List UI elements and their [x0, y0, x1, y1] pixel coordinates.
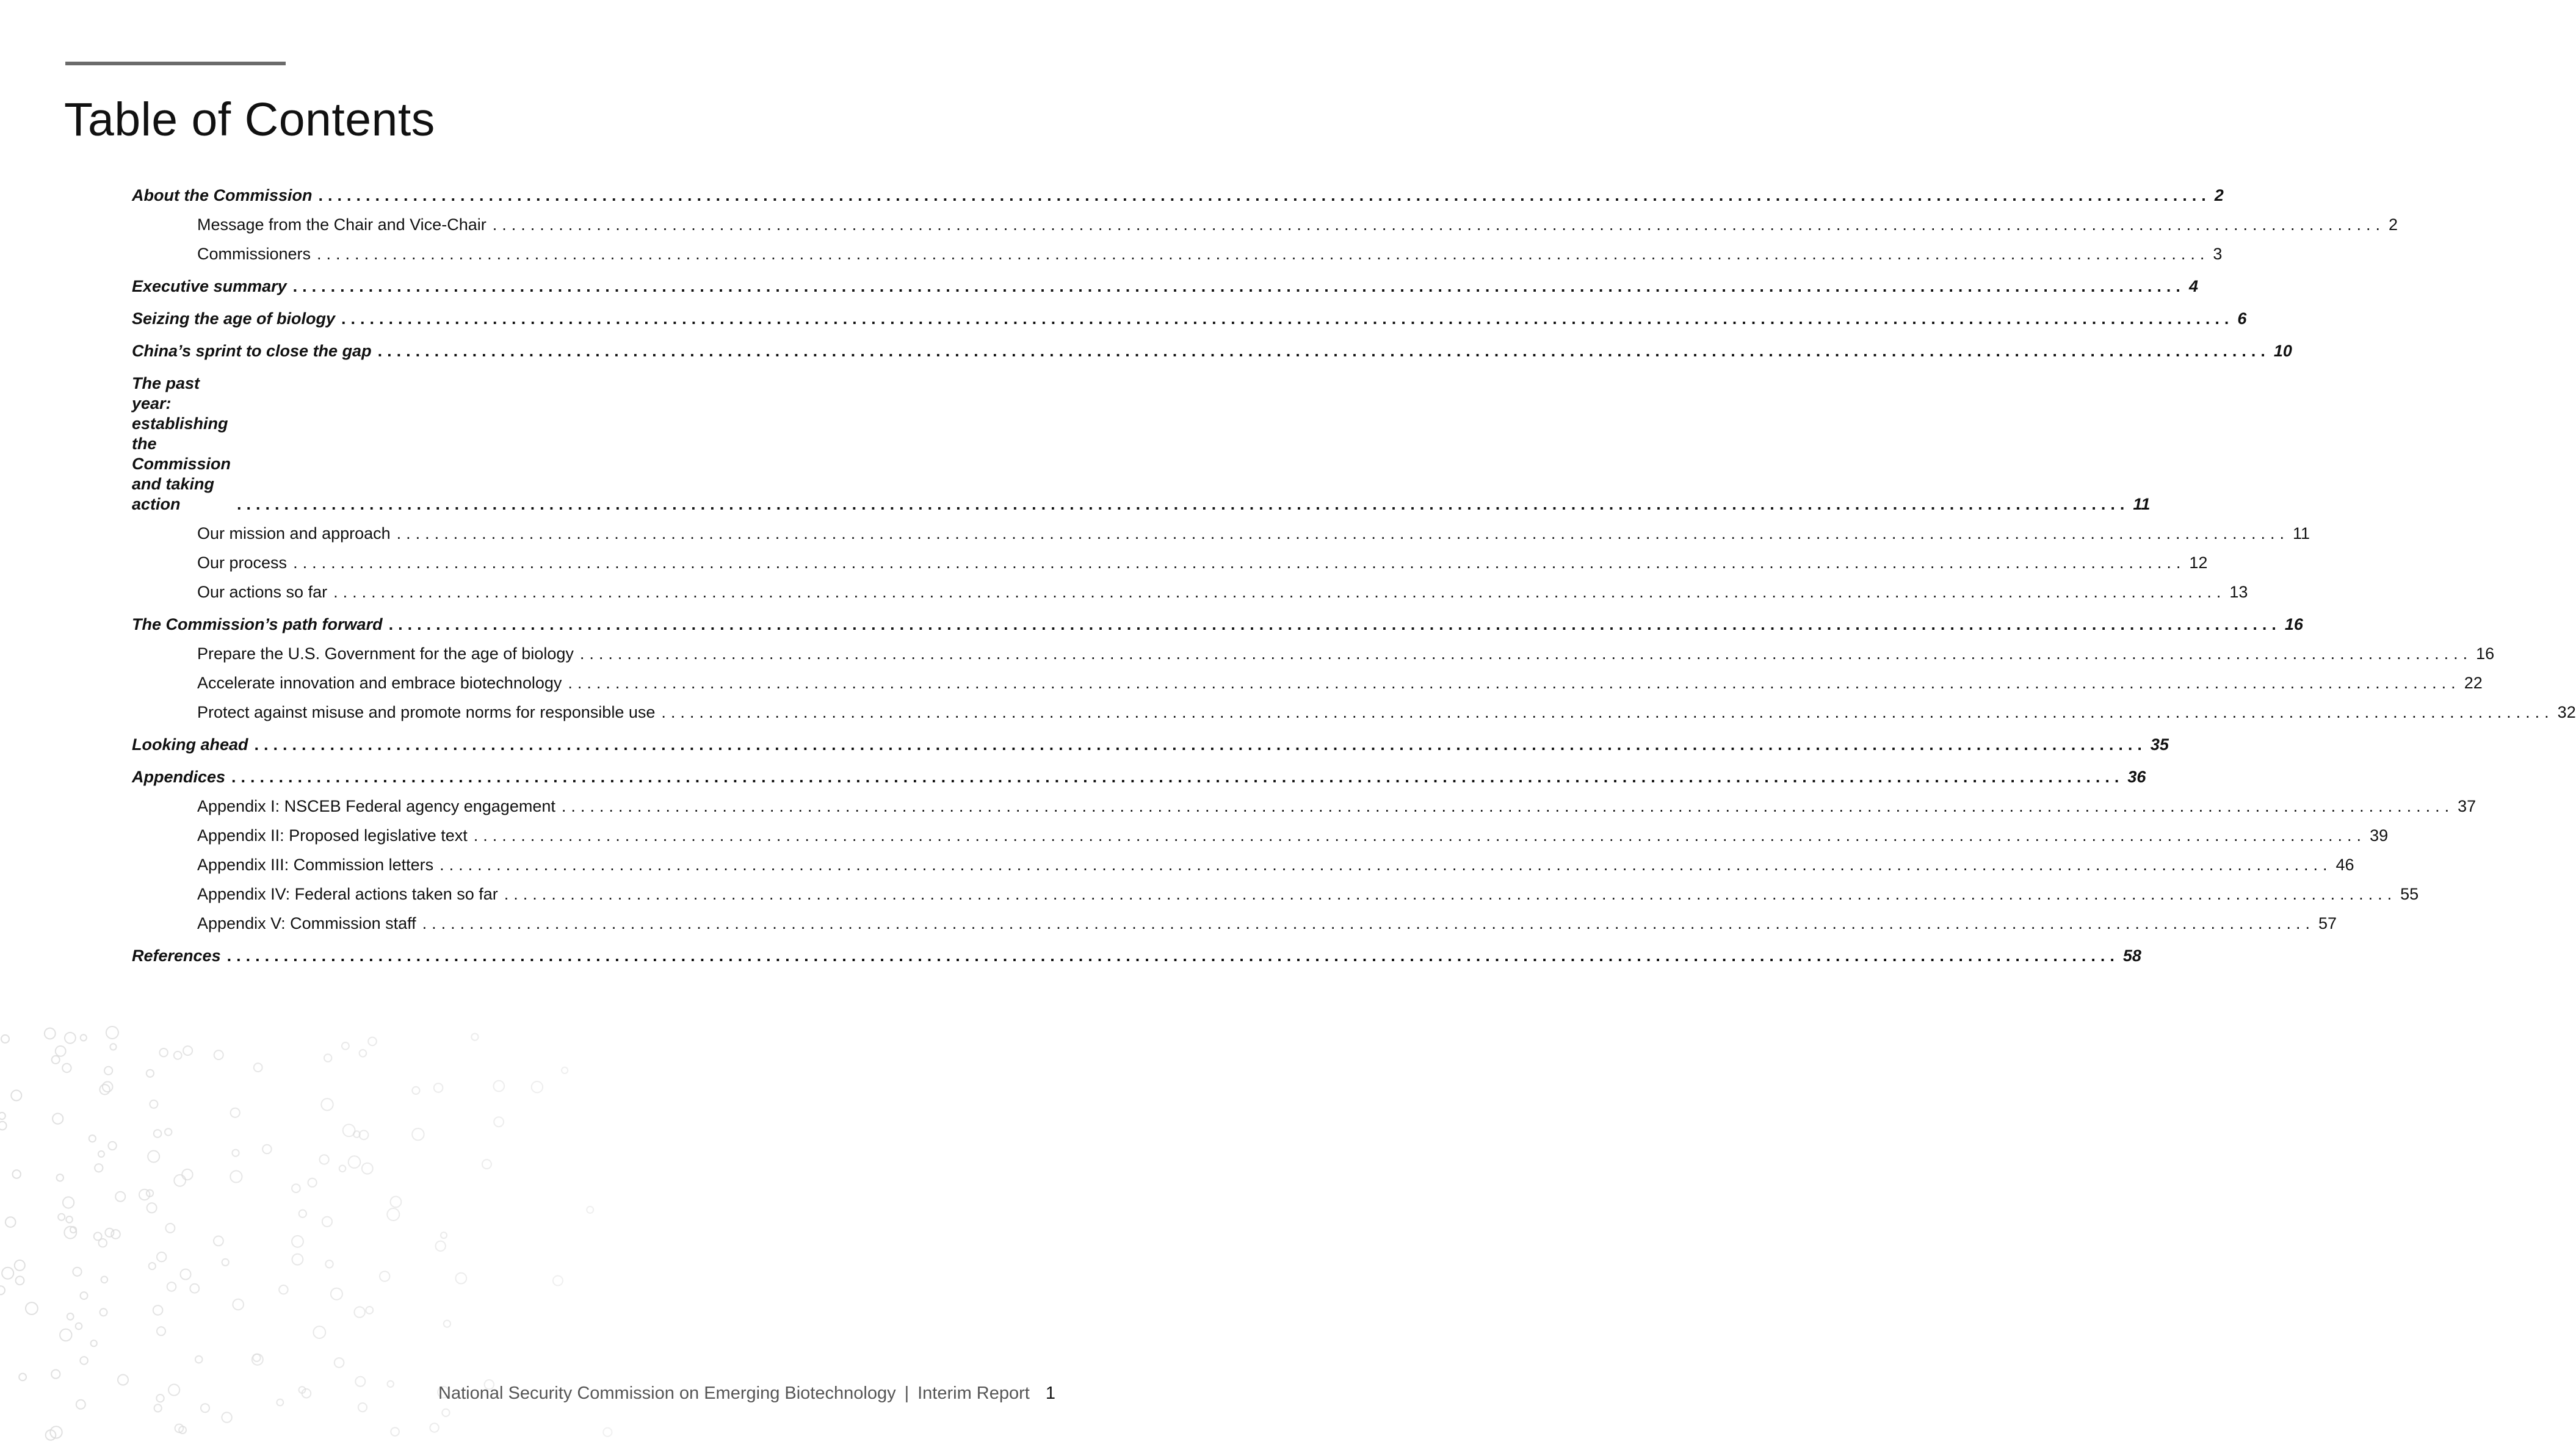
toc-entry-page: 35 — [2150, 735, 2169, 754]
bubble-shape — [51, 1370, 60, 1379]
bubble-shape — [532, 1081, 543, 1092]
dot-leader: ........................................................................................................................................................................................................ — [440, 856, 2332, 874]
bubble-shape — [149, 1263, 156, 1269]
toc-subentry[interactable] — [132, 914, 2337, 934]
toc-entry-page: 36 — [2127, 768, 2146, 786]
toc-subentry[interactable] — [132, 244, 2223, 264]
toc-subentry-label: Our actions so far — [197, 583, 328, 601]
bubble-shape — [436, 1241, 446, 1251]
bubble-shape — [430, 1423, 438, 1432]
bubble-shape — [368, 1037, 377, 1046]
bubble-shape — [156, 1394, 164, 1402]
bubble-shape — [153, 1305, 163, 1315]
bubble-shape — [195, 1356, 203, 1363]
table-of-contents — [132, 186, 2576, 966]
toc-subentry-label: Our process — [197, 554, 288, 572]
toc-subentry[interactable] — [132, 215, 2398, 235]
bubble-shape — [360, 1050, 367, 1057]
bubble-shape — [279, 1285, 288, 1294]
toc-entry[interactable] — [132, 735, 2169, 755]
bubble-shape — [70, 1227, 76, 1233]
toc-subentry-label: Our mission and approach — [197, 524, 391, 543]
bubble-shape — [190, 1284, 199, 1293]
bubble-shape — [108, 1142, 116, 1150]
bubble-shape — [16, 1276, 24, 1285]
toc-entry-page: 6 — [2237, 309, 2247, 328]
toc-subentry[interactable] — [132, 524, 2310, 544]
bubble-shape — [81, 1292, 88, 1299]
bubble-shape — [214, 1236, 223, 1246]
bubble-shape — [292, 1254, 303, 1265]
bubble-shape — [13, 1170, 21, 1178]
footer-page-number: 1 — [1045, 1383, 1055, 1403]
bubble-shape — [313, 1326, 325, 1338]
bubble-shape — [553, 1276, 563, 1286]
bubble-shape — [26, 1302, 38, 1315]
dot-leader: ........................................................................................................................................................................................................ — [292, 277, 2185, 295]
dot-leader: ........................................................................................................................................................................................................ — [422, 914, 2315, 932]
bubble-shape — [150, 1100, 157, 1108]
toc-subentry-label: Appendix IV: Federal actions taken so far — [197, 885, 498, 903]
bubble-shape — [154, 1130, 162, 1138]
toc-subentry-page: 11 — [2292, 524, 2310, 543]
toc-subentry[interactable] — [132, 826, 2389, 846]
page-title: Table of Contents — [64, 93, 435, 146]
bubble-shape — [52, 1114, 63, 1124]
bubble-shape — [98, 1151, 104, 1157]
bubble-shape — [154, 1404, 162, 1412]
bubble-shape — [11, 1091, 21, 1101]
bubble-shape — [335, 1358, 344, 1368]
bubble-shape — [482, 1160, 491, 1169]
bubble-shape — [183, 1046, 192, 1055]
bubble-shape — [230, 1170, 242, 1182]
bubble-shape — [110, 1044, 116, 1050]
bubble-shape — [52, 1056, 60, 1064]
bubble-shape — [339, 1166, 346, 1172]
bubble-shape — [94, 1233, 102, 1241]
toc-subentry-label: Prepare the U.S. Government for the age of biology — [197, 644, 574, 663]
toc-subentry-label: Appendix V: Commission staff — [197, 914, 416, 932]
dot-leader: ........................................................................................................................................................................................................ — [318, 186, 2211, 204]
bubble-shape — [174, 1175, 186, 1186]
bubble-shape — [89, 1135, 96, 1142]
toc-entry[interactable] — [132, 373, 2151, 514]
toc-entry-page: 16 — [2284, 615, 2303, 633]
bubble-shape — [412, 1087, 419, 1094]
footer-separator: | — [904, 1383, 910, 1403]
bubble-shape — [362, 1163, 373, 1174]
bubble-shape — [412, 1128, 424, 1140]
bubble-shape — [302, 1389, 311, 1398]
toc-subentry[interactable] — [132, 702, 2576, 723]
bubble-shape — [0, 1113, 5, 1119]
toc-entry-label: References — [132, 947, 221, 965]
bubble-shape — [95, 1164, 103, 1172]
bubble-shape — [299, 1210, 306, 1217]
footer-publication: National Security Commission on Emerging Biotechnology — [438, 1383, 896, 1403]
toc-subentry-page: 55 — [2400, 885, 2419, 903]
bubble-shape — [2, 1268, 13, 1279]
bubble-shape — [442, 1409, 449, 1416]
bubble-shape — [231, 1108, 240, 1117]
bubble-shape — [45, 1028, 56, 1039]
bubble-shape — [148, 1151, 159, 1163]
dot-leader: ........................................................................................................................................................................................................ — [293, 554, 2186, 572]
bubble-shape — [56, 1046, 66, 1056]
bubble-shape — [111, 1230, 120, 1239]
bubble-shape — [388, 1381, 394, 1387]
toc-entry-page: 4 — [2188, 277, 2198, 295]
bubble-shape — [175, 1424, 184, 1433]
bubble-shape — [441, 1232, 447, 1238]
bubble-shape — [343, 1124, 355, 1136]
bubble-shape — [179, 1426, 186, 1434]
bubble-shape — [232, 1150, 239, 1156]
bubble-shape — [494, 1081, 505, 1092]
bubble-shape — [46, 1430, 56, 1440]
bubble-shape — [167, 1282, 176, 1291]
bubble-shape — [201, 1404, 209, 1412]
bubble-shape — [58, 1214, 65, 1221]
bubble-shape — [354, 1307, 364, 1317]
dot-leader: ........................................................................................................................................................................................................ — [396, 524, 2289, 543]
bubble-shape — [181, 1269, 191, 1280]
bubble-shape — [455, 1273, 466, 1284]
bubble-shape — [253, 1354, 260, 1362]
toc-subentry-label: Protect against misuse and promote norms for responsible use — [197, 703, 656, 721]
toc-subentry[interactable] — [132, 644, 2495, 664]
bubble-shape — [325, 1260, 333, 1268]
dot-leader: ........................................................................................................................................................................................................ — [226, 947, 2119, 965]
dot-leader: ........................................................................................................................................................................................................ — [568, 674, 2461, 692]
toc-entry-label: China’s sprint to close the gap — [132, 342, 372, 360]
bubble-shape — [165, 1224, 175, 1233]
bubble-shape — [104, 1067, 112, 1075]
toc-entry[interactable] — [132, 186, 2224, 206]
bubble-shape — [168, 1384, 179, 1395]
toc-entry-label: Appendices — [132, 768, 226, 786]
dot-leader: ........................................................................................................................................................................................................ — [341, 309, 2234, 328]
toc-subentry-label: Appendix III: Commission letters — [197, 856, 434, 874]
bubble-shape — [182, 1169, 192, 1180]
dot-leader: ........................................................................................................................................................................................................ — [333, 583, 2226, 601]
bubble-shape — [63, 1197, 74, 1208]
toc-subentry-page: 13 — [2229, 583, 2248, 601]
bubble-shape — [0, 1286, 5, 1294]
bubble-shape — [76, 1323, 82, 1330]
toc-subentry[interactable] — [132, 884, 2419, 904]
dot-leader: ........................................................................................................................................................................................................ — [377, 342, 2270, 360]
bubble-shape — [222, 1259, 229, 1266]
dot-leader: ........................................................................................................................................................................................................ — [254, 735, 2147, 754]
toc-entry-label: Seizing the age of biology — [132, 309, 336, 328]
bubble-shape — [222, 1412, 231, 1422]
dot-leader: ........................................................................................................................................................................................................ — [492, 215, 2386, 234]
bubble-shape — [603, 1428, 612, 1437]
bubble-shape — [292, 1236, 303, 1247]
bubble-shape — [139, 1189, 150, 1200]
bubble-shape — [76, 1400, 85, 1409]
bubble-shape — [562, 1067, 568, 1073]
toc-subentry-page: 57 — [2318, 914, 2337, 932]
toc-subentry[interactable] — [132, 553, 2208, 573]
dot-leader: ........................................................................................................................................................................................................ — [237, 495, 2130, 513]
toc-entry-page: 58 — [2122, 947, 2141, 965]
toc-entry[interactable] — [132, 615, 2303, 635]
bubble-shape — [64, 1227, 76, 1239]
bubble-shape — [147, 1190, 153, 1197]
dot-leader: ........................................................................................................................................................................................................ — [473, 826, 2367, 845]
toc-entry[interactable] — [132, 276, 2198, 297]
bubble-shape — [105, 1228, 114, 1237]
toc-entry-label: Looking ahead — [132, 735, 248, 754]
toc-subentry-label: Appendix II: Proposed legislative text — [197, 826, 468, 845]
bubble-shape — [494, 1117, 504, 1127]
bubble-shape — [106, 1026, 118, 1039]
bubble-shape — [80, 1357, 88, 1365]
bubble-shape — [434, 1083, 443, 1092]
bubble-shape — [15, 1260, 25, 1271]
bubble-shape — [157, 1252, 166, 1261]
bubble-shape — [233, 1299, 244, 1310]
bubble-shape — [366, 1307, 373, 1314]
bubble-shape — [57, 1174, 63, 1181]
bubble-shape — [66, 1216, 73, 1223]
bubble-shape — [360, 1130, 369, 1139]
header-rule — [65, 62, 286, 65]
bubble-shape — [1, 1035, 9, 1043]
toc-entry-label: The past year: establishing the Commission and taking action — [132, 374, 231, 513]
dot-leader: ........................................................................................................................................................................................................ — [231, 768, 2124, 786]
toc-subentry-page: 12 — [2189, 554, 2208, 572]
toc-subentry[interactable] — [132, 855, 2354, 875]
toc-subentry-page: 46 — [2335, 856, 2354, 874]
toc-subentry-page: 22 — [2464, 674, 2483, 692]
bubble-shape — [380, 1271, 389, 1281]
bubble-shape — [174, 1051, 182, 1059]
bubble-shape — [5, 1217, 16, 1227]
bubble-shape — [444, 1321, 450, 1327]
toc-entry-page: 10 — [2273, 342, 2292, 360]
bubble-shape — [391, 1427, 399, 1436]
bubble-shape — [214, 1050, 223, 1059]
bubble-shape — [99, 1084, 109, 1094]
toc-entry[interactable] — [132, 767, 2146, 787]
bubble-shape — [355, 1377, 365, 1387]
bubble-shape — [157, 1327, 165, 1335]
toc-entry-page: 2 — [2214, 186, 2224, 204]
bubble-shape — [353, 1131, 360, 1138]
toc-subentry-label: Commissioners — [197, 245, 311, 263]
toc-entry[interactable] — [132, 341, 2292, 361]
bubble-shape — [349, 1156, 361, 1168]
bubble-shape — [118, 1375, 128, 1385]
toc-subentry-page: 16 — [2476, 644, 2495, 663]
bubble-shape — [115, 1192, 125, 1202]
bubble-shape — [322, 1217, 332, 1227]
toc-subentry-page: 39 — [2370, 826, 2389, 845]
bubble-shape — [60, 1329, 71, 1341]
bubble-shape — [254, 1063, 262, 1072]
bubble-shape — [73, 1268, 81, 1276]
bubble-shape — [308, 1178, 317, 1187]
bubble-shape — [100, 1308, 107, 1316]
bubble-shape — [67, 1313, 74, 1320]
dot-leader: ........................................................................................................................................................................................................ — [661, 703, 2554, 721]
toc-entry-label: The Commission’s path forward — [132, 615, 383, 633]
bubble-shape — [342, 1042, 349, 1050]
bubble-shape — [587, 1207, 593, 1213]
bubble-shape — [50, 1426, 62, 1438]
bubble-shape — [277, 1399, 283, 1406]
toc-entry-label: Executive summary — [132, 277, 287, 295]
toc-subentry[interactable] — [132, 796, 2477, 817]
toc-subentry-label: Appendix I: NSCEB Federal agency engagement — [197, 797, 555, 815]
dot-leader: ........................................................................................................................................................................................................ — [561, 797, 2455, 815]
dot-leader: ........................................................................................................................................................................................................ — [317, 245, 2210, 263]
dot-leader: ........................................................................................................................................................................................................ — [388, 615, 2281, 633]
toc-subentry-page: 32 — [2557, 703, 2576, 721]
bubble-shape — [299, 1387, 306, 1393]
bubble-shape — [65, 1033, 76, 1044]
bubble-shape — [331, 1288, 342, 1300]
bubble-shape — [321, 1098, 333, 1110]
bubble-shape — [387, 1208, 399, 1221]
toc-subentry-page: 3 — [2213, 245, 2223, 263]
bubble-shape — [471, 1034, 478, 1041]
toc-entry-label: About the Commission — [132, 186, 313, 204]
toc-subentry[interactable] — [132, 673, 2483, 693]
dot-leader: ........................................................................................................................................................................................................ — [504, 885, 2397, 903]
bubble-shape — [91, 1340, 97, 1346]
footer-report: Interim Report — [917, 1383, 1030, 1403]
toc-subentry[interactable] — [132, 582, 2248, 602]
bubble-shape — [252, 1354, 263, 1365]
dot-leader: ........................................................................................................................................................................................................ — [579, 644, 2473, 663]
bubble-shape — [62, 1064, 71, 1072]
bubble-shape — [103, 1082, 113, 1092]
bubble-shape — [324, 1054, 331, 1061]
bubble-shape — [0, 1122, 7, 1130]
bubble-shape — [262, 1145, 272, 1154]
bubble-shape — [99, 1239, 107, 1247]
bubble-shape — [147, 1203, 157, 1213]
bubble-shape — [147, 1070, 154, 1077]
toc-entry[interactable] — [132, 309, 2247, 329]
bubble-shape — [320, 1155, 329, 1164]
bubble-shape — [358, 1403, 367, 1412]
bubble-shape — [292, 1184, 300, 1192]
toc-subentry-page: 2 — [2389, 215, 2398, 234]
bubble-shape — [391, 1197, 402, 1208]
page-footer — [438, 1383, 1055, 1404]
toc-subentry-label: Message from the Chair and Vice-Chair — [197, 215, 487, 234]
toc-subentry-label: Accelerate innovation and embrace biotechnology — [197, 674, 562, 692]
bubble-shape — [81, 1034, 87, 1041]
toc-subentry-page: 37 — [2458, 797, 2477, 815]
bubble-shape — [159, 1048, 167, 1056]
bubble-shape — [19, 1374, 26, 1381]
bubble-shape — [165, 1128, 172, 1135]
toc-entry-page: 11 — [2133, 495, 2151, 513]
toc-entry[interactable] — [132, 946, 2141, 966]
bubble-shape — [101, 1277, 108, 1283]
